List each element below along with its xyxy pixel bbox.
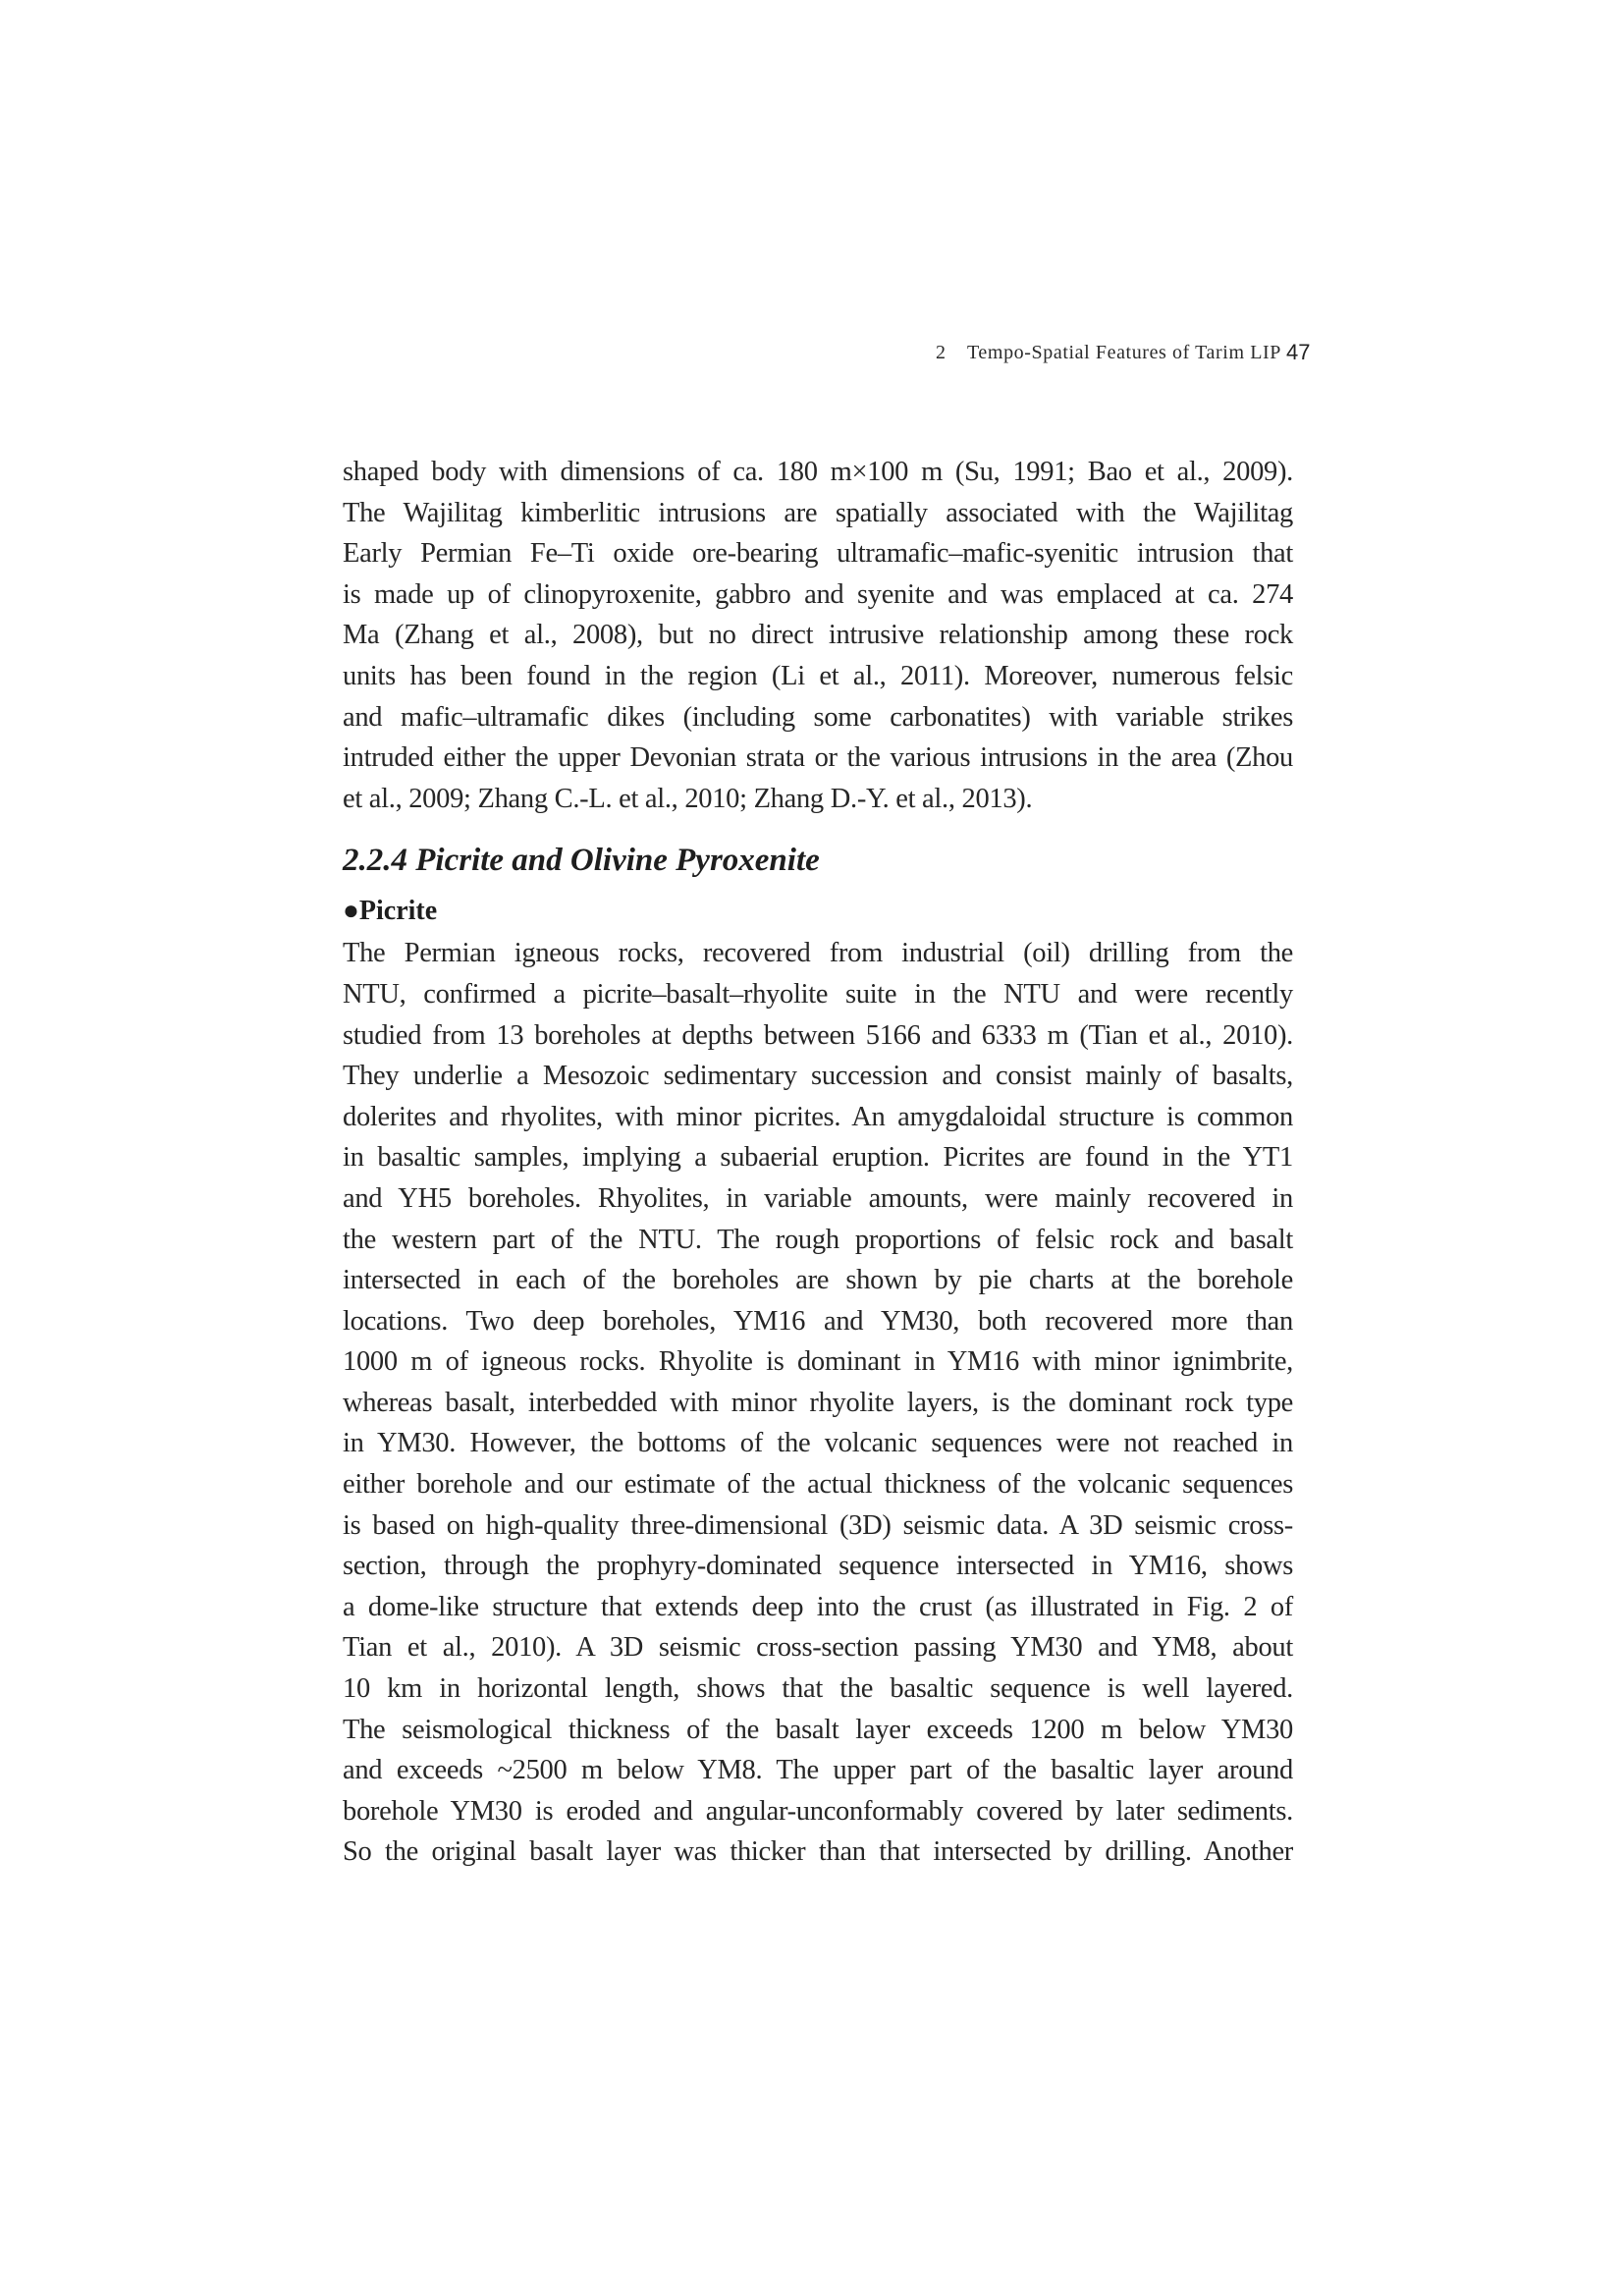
text-line: and YH5 boreholes. Rhyolites, in variable amounts, were mainly recovered in xyxy=(343,1182,1293,1214)
paragraph-2 xyxy=(343,933,1293,1873)
text-line: shaped body with dimensions of ca. 180 m×100 m (Su, 1991; Bao et al., 2009). xyxy=(343,457,1293,487)
chapter-title: Tempo-Spatial Features of Tarim LIP xyxy=(967,342,1281,363)
text-line: is made up of clinopyroxenite, gabbro and syenite and was emplaced at ca. 274 xyxy=(343,578,1293,610)
text-line: borehole YM30 is eroded and angular-unconformably covered by later sediments. xyxy=(343,1795,1293,1827)
text-line: the western part of the NTU. The rough proportions of felsic rock and basalt xyxy=(343,1224,1293,1255)
text-line: Ma (Zhang et al., 2008), but no direct intrusive relationship among these rock xyxy=(343,620,1293,651)
text-line: intersected in each of the boreholes are shown by pie charts at the borehole xyxy=(343,1265,1293,1296)
text-line: in basaltic samples, implying a subaerial eruption. Picrites are found in the YT1 xyxy=(343,1142,1293,1174)
text-line: The Permian igneous rocks, recovered from industrial (oil) drilling from the xyxy=(343,938,1293,969)
text-line: and mafic–ultramafic dikes (including some carbonatites) with variable strikes xyxy=(343,701,1293,733)
text-line: et al., 2009; Zhang C.-L. et al., 2010; Zhang D.-Y. et al., 2013). xyxy=(343,783,1033,814)
page-number: 47 xyxy=(1286,340,1311,364)
paragraph-1 xyxy=(343,452,1293,819)
text-line: studied from 13 boreholes at depths between 5166 and 6333 m (Tian et al., 2010). xyxy=(343,1019,1293,1051)
text-line: dolerites and rhyolites, with minor picrites. An amygdaloidal structure is common xyxy=(343,1101,1293,1132)
text-line: locations. Two deep boreholes, YM16 and YM30, both recovered more than xyxy=(343,1305,1293,1337)
running-header xyxy=(844,342,1281,364)
text-line: units has been found in the region (Li et al., 2011). Moreover, numerous felsic xyxy=(343,660,1293,691)
text-line: Early Permian Fe–Ti oxide ore-bearing ultramafic–mafic-syenitic intrusion that xyxy=(343,538,1293,570)
text-line: They underlie a Mesozoic sedimentary succession and consist mainly of basalts, xyxy=(343,1061,1293,1092)
chapter-number: 2 xyxy=(936,342,947,363)
text-line: is based on high-quality three-dimensional (3D) seismic data. A 3D seismic cross- xyxy=(343,1509,1293,1541)
text-line: whereas basalt, interbedded with minor rhyolite layers, is the dominant rock type xyxy=(343,1387,1293,1418)
section-heading: 2.2.4 Picrite and Olivine Pyroxenite xyxy=(343,843,820,879)
subsection-heading: ●Picrite xyxy=(343,896,438,927)
text-line: NTU, confirmed a picrite–basalt–rhyolite suite in the NTU and were recently xyxy=(343,978,1293,1010)
text-line: The Wajilitag kimberlitic intrusions are spatially associated with the Wajilitag xyxy=(343,497,1293,528)
text-line: 10 km in horizontal length, shows that the basaltic sequence is well layered. xyxy=(343,1673,1293,1705)
text-line: a dome-like structure that extends deep into the crust (as illustrated in Fig. 2 of xyxy=(343,1591,1293,1622)
text-line: The seismological thickness of the basalt layer exceeds 1200 m below YM30 xyxy=(343,1714,1293,1745)
text-line: intruded either the upper Devonian strata or the various intrusions in the area (Zhou xyxy=(343,742,1293,774)
text-line: and exceeds ~2500 m below YM8. The upper part of the basaltic layer around xyxy=(343,1755,1293,1786)
text-line: section, through the prophyry-dominated sequence intersected in YM16, shows xyxy=(343,1551,1293,1582)
text-line: So the original basalt layer was thicker than that intersected by drilling. Another xyxy=(343,1836,1293,1868)
text-line: 1000 m of igneous rocks. Rhyolite is dominant in YM16 with minor ignimbrite, xyxy=(343,1346,1293,1378)
text-line: either borehole and our estimate of the actual thickness of the volcanic sequences xyxy=(343,1469,1293,1501)
body-text xyxy=(343,452,1293,1873)
text-line: in YM30. However, the bottoms of the volcanic sequences were not reached in xyxy=(343,1428,1293,1459)
text-line: Tian et al., 2010). A 3D seismic cross-section passing YM30 and YM8, about xyxy=(343,1632,1293,1664)
